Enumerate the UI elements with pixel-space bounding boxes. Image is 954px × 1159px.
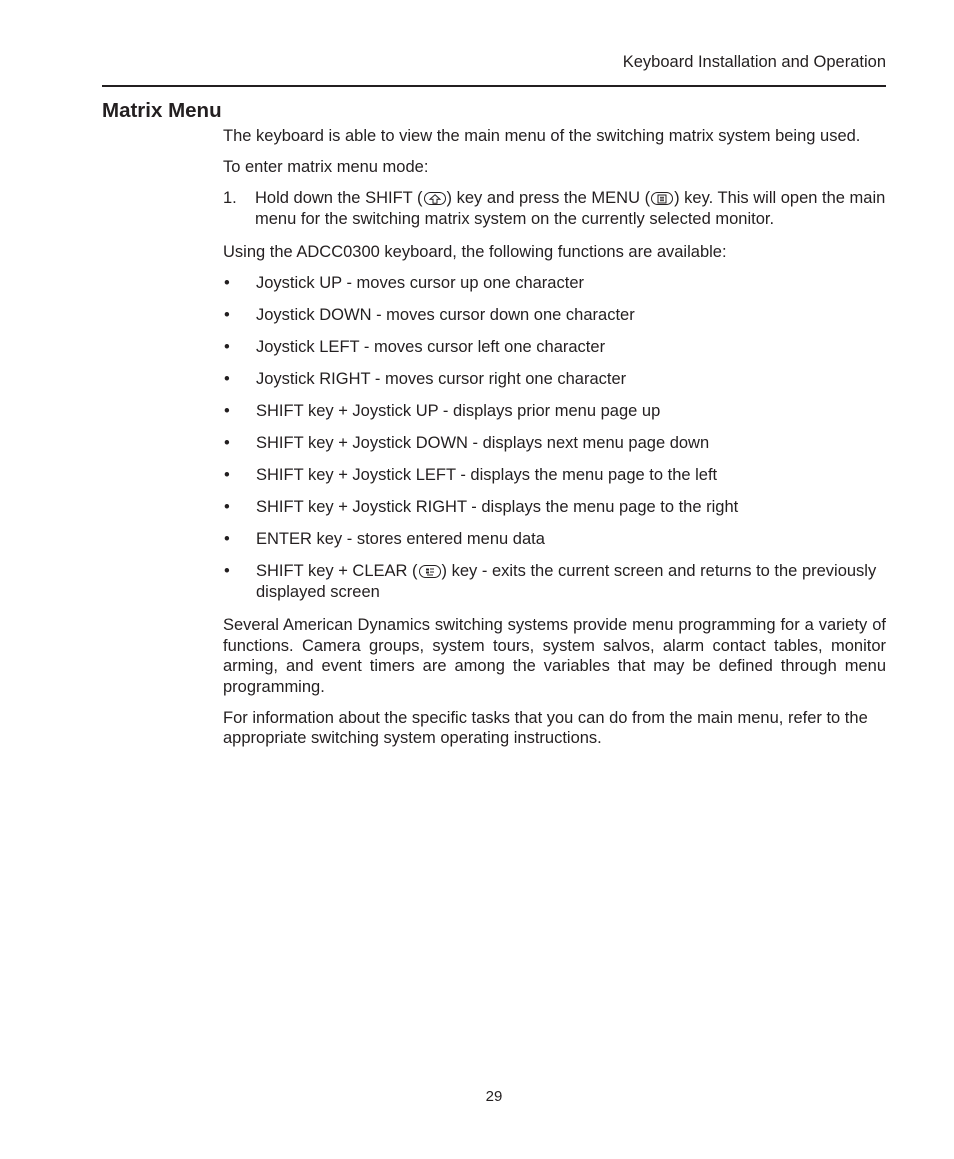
- function-text: SHIFT key + Joystick RIGHT - displays the menu page to the right: [256, 498, 739, 516]
- function-item: [223, 305, 886, 326]
- menu-key-icon: [651, 192, 673, 205]
- bullet: •: [224, 306, 230, 324]
- function-text: SHIFT key + Joystick UP - displays prior menu page up: [256, 402, 661, 420]
- clear-key-icon: [419, 565, 441, 578]
- function-text: Joystick UP - moves cursor up one character: [256, 274, 584, 292]
- function-text-part: ) key - exits the current screen and returns to the previously displayed screen: [256, 562, 877, 601]
- bullet: •: [224, 434, 230, 452]
- page-number: 29: [485, 1088, 503, 1105]
- intro-paragraph: The keyboard is able to view the main menu of the switching matrix system being used.: [223, 127, 861, 145]
- function-item: [223, 273, 886, 294]
- bullet: •: [224, 338, 230, 356]
- function-item: [223, 401, 886, 422]
- function-item: [223, 529, 886, 550]
- function-text: [256, 561, 886, 602]
- function-item: [223, 465, 886, 486]
- shift-key-icon: [424, 192, 446, 205]
- function-text: ENTER key - stores entered menu data: [256, 530, 545, 548]
- function-text-part: SHIFT key + CLEAR (: [256, 562, 418, 580]
- bullet: •: [224, 402, 230, 420]
- functions-intro: Using the ADCC0300 keyboard, the following functions are available:: [223, 243, 727, 261]
- function-text: Joystick RIGHT - moves cursor right one character: [256, 370, 627, 388]
- bullet: •: [224, 370, 230, 388]
- step-item: [223, 188, 886, 229]
- step-list: [223, 188, 886, 229]
- function-item: [223, 497, 886, 518]
- function-item-clear: [223, 561, 886, 602]
- step-number: 1.: [223, 189, 237, 207]
- programming-paragraph: Several American Dynamics switching systems provide menu programming for a variety of functions. Camera groups, system tours, system salvos, alarm contact tables, monitor arming, and event timers are among the variables that may be defined through menu programming.: [223, 616, 886, 696]
- bullet: •: [224, 466, 230, 484]
- running-header: Keyboard Installation and Operation: [622, 53, 886, 71]
- function-text: Joystick LEFT - moves cursor left one character: [256, 338, 606, 356]
- bullet: •: [224, 498, 230, 516]
- step-text-part: Hold down the SHIFT (: [255, 189, 423, 207]
- function-item: [223, 369, 886, 390]
- bullet: •: [224, 274, 230, 292]
- function-item: [223, 433, 886, 454]
- function-item: [223, 337, 886, 358]
- function-text: Joystick DOWN - moves cursor down one character: [256, 306, 635, 324]
- step-text: [255, 188, 886, 229]
- function-list: [223, 273, 886, 602]
- step-text-part: ) key and press the MENU (: [446, 189, 651, 207]
- section-title: Matrix Menu: [102, 99, 222, 122]
- bullet: •: [224, 530, 230, 548]
- header-rule: [102, 85, 886, 87]
- function-text: SHIFT key + Joystick DOWN - displays next menu page down: [256, 434, 710, 452]
- bullet: •: [224, 562, 230, 580]
- info-paragraph: For information about the specific tasks that you can do from the main menu, refer to the appropriate switching system operating instructions.: [223, 708, 868, 747]
- function-text: SHIFT key + Joystick LEFT - displays the menu page to the left: [256, 466, 718, 484]
- section-body: [223, 126, 886, 759]
- step-text-part: ) key. This will open the main menu for the switching matrix system on the currently selected monitor.: [255, 189, 886, 228]
- enter-prompt: To enter matrix menu mode:: [223, 158, 429, 176]
